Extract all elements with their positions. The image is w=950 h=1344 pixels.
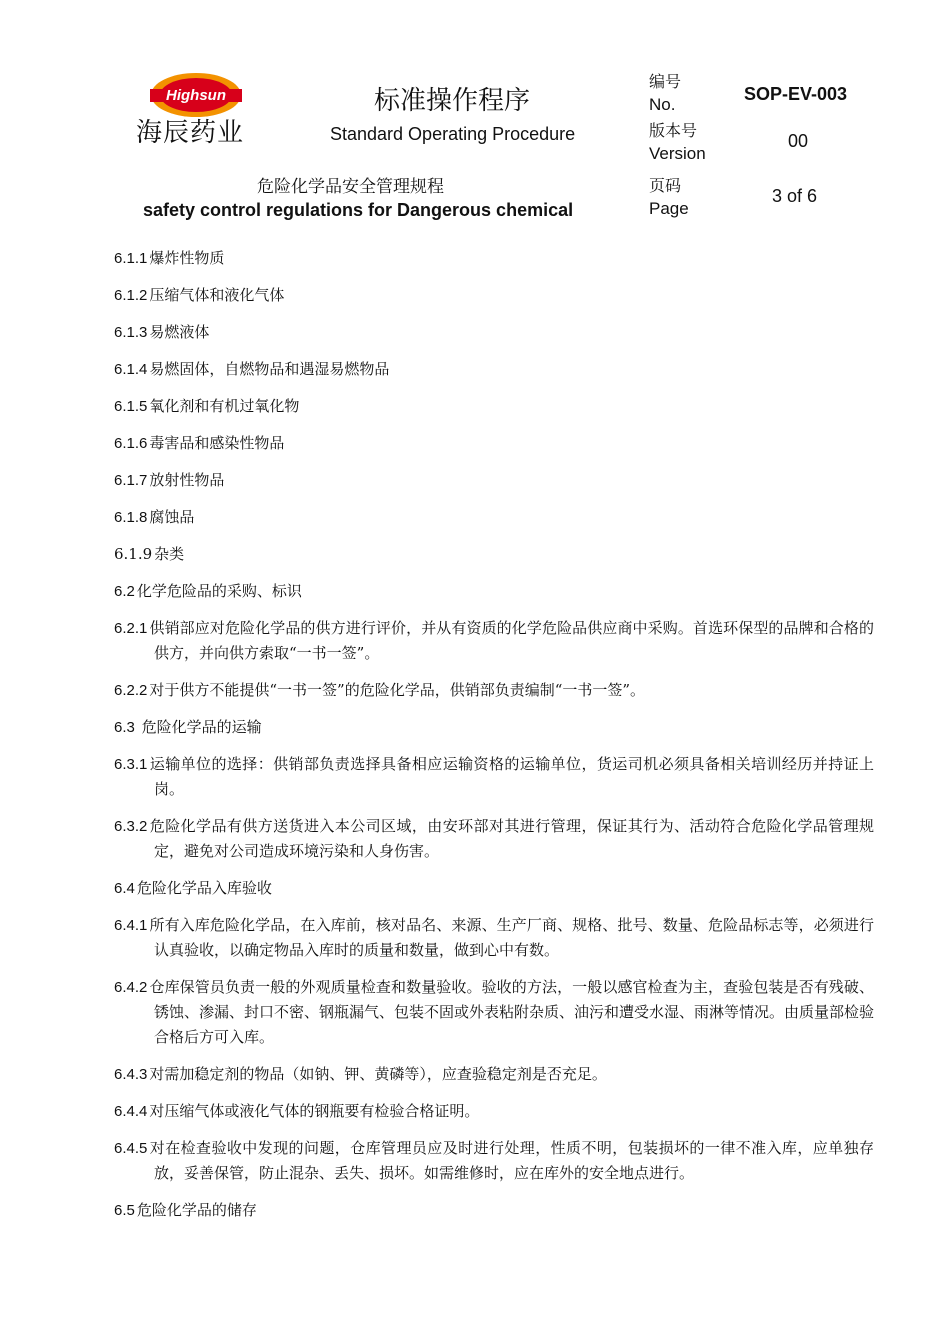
section-item: [114, 394, 874, 419]
section-number: 6.2.2: [114, 682, 148, 699]
doc-number-label: [649, 70, 681, 116]
section-item: [114, 752, 874, 802]
section-item: [114, 975, 874, 1050]
section-text: 对需加稳定剂的物品（如钠、钾、黄磷等），应查验稳定剂是否充足。: [149, 1065, 607, 1083]
section-text: 危险化学品有供方送货进入本公司区域，由安环部对其进行管理，保证其行为、活动符合危险化学品管理规定，避免对公司造成环境污染和人身伤害。: [149, 817, 874, 860]
section-number: 6.1.5: [114, 398, 148, 415]
section-text: 压缩气体和液化气体: [149, 286, 285, 304]
doc-number-label-en: No.: [649, 95, 676, 114]
section-item: [114, 357, 874, 382]
section-text: 爆炸性物质: [149, 249, 225, 267]
section-number: 6.2.1: [114, 620, 148, 637]
section-text: 易燃固体，自燃物品和遇湿易燃物品: [149, 360, 390, 378]
page-title-cn: 标准操作程序: [374, 86, 531, 116]
section-item: [114, 1136, 874, 1186]
section-number: 6.4.2: [114, 979, 148, 996]
company-name: 海辰药业: [136, 118, 245, 148]
section-number: 6.4.1: [114, 917, 148, 934]
section-item: [114, 1062, 874, 1087]
section-number: 6.1.9: [114, 545, 153, 563]
section-item: [114, 616, 874, 666]
section-number: 6.3.2: [114, 818, 148, 835]
section-number: 6.5: [114, 1202, 135, 1219]
version-label: [649, 119, 706, 165]
section-number: 6.1.6: [114, 435, 148, 452]
section-number: 6.3.1: [114, 756, 148, 773]
section-text: 对压缩气体或液化气体的钢瓶要有检验合格证明。: [149, 1102, 480, 1120]
section-text: 易燃液体: [149, 323, 210, 341]
section-number: 6.1.3: [114, 324, 148, 341]
section-text: 氧化剂和有机过氧化物: [149, 397, 300, 415]
page-label-cn: 页码: [649, 176, 682, 195]
section-number: 6.1.2: [114, 287, 148, 304]
section-number: 6.2: [114, 583, 135, 600]
section-text: 腐蚀品: [149, 508, 195, 526]
version-label-en: Version: [649, 144, 706, 163]
section-item: [114, 246, 874, 271]
document-title-en: safety control regulations for Dangerous chemical: [143, 200, 574, 220]
doc-number-value: SOP-EV-003: [744, 84, 848, 104]
version-label-cn: 版本号: [649, 121, 698, 140]
section-text: 毒害品和感染性物品: [149, 434, 285, 452]
section-number: 6.4.5: [114, 1140, 148, 1157]
section-item: [114, 1099, 874, 1124]
section-text: 运输单位的选择：供销部负责选择具备相应运输资格的运输单位，货运司机必须具备相关培训经历并持证上岗。: [149, 755, 874, 798]
section-number: 6.1.1: [114, 250, 148, 267]
document-title-cn: 危险化学品安全管理规程: [257, 177, 444, 197]
section-item: [114, 876, 874, 901]
section-item: [114, 913, 874, 963]
section-item: [114, 814, 874, 864]
section-text: 危险化学品的储存: [136, 1201, 257, 1219]
page-title-en: Standard Operating Procedure: [330, 124, 576, 144]
page-label-en: Page: [649, 199, 689, 218]
section-item: [114, 579, 874, 604]
version-value: 00: [788, 131, 809, 151]
section-number: 6.1.4: [114, 361, 148, 378]
doc-number-label-cn: 编号: [649, 72, 682, 91]
section-text: 杂类: [154, 545, 185, 563]
logo-text: Highsun: [166, 87, 226, 104]
document-body: [114, 246, 874, 1235]
section-number: 6.1.7: [114, 472, 148, 489]
section-number: 6.4.4: [114, 1103, 148, 1120]
section-item: [114, 505, 874, 530]
section-item: [114, 320, 874, 345]
section-text: 危险化学品的运输: [136, 718, 262, 736]
section-item: [114, 283, 874, 308]
section-text: 化学危险品的采购、标识: [136, 582, 302, 600]
section-item: [114, 1198, 874, 1223]
section-number: 6.4: [114, 880, 135, 897]
section-item: [114, 678, 874, 703]
section-text: 危险化学品入库验收: [136, 879, 272, 897]
section-text: 对在检查验收中发现的问题，仓库管理员应及时进行处理，性质不明，包装损坏的一律不准入库，应单独存放，妥善保管，防止混杂、丢失、损坏。如需维修时，应在库外的安全地点进行。: [149, 1139, 874, 1182]
page-label: [649, 174, 689, 220]
page-number-value: 3 of 6: [772, 186, 818, 206]
section-number: 6.1.8: [114, 509, 148, 526]
section-item: [114, 431, 874, 456]
section-item: [114, 715, 874, 740]
section-text: 放射性物品: [149, 471, 225, 489]
section-item: [114, 468, 874, 493]
section-text: 对于供方不能提供“一书一签”的危险化学品，供销部负责编制“一书一签”。: [149, 681, 646, 699]
section-text: 仓库保管员负责一般的外观质量检查和数量验收。验收的方法，一般以感官检查为主，查验包装是否有残破、锈蚀、渗漏、封口不密、钢瓶漏气、包装不固或外表粘附杂质、油污和遭受水湿、雨淋等情况。由质量部检验合格后方可入库。: [149, 978, 875, 1046]
section-number: 6.3: [114, 719, 135, 736]
section-item: [114, 542, 874, 567]
section-text: 所有入库危险化学品，在入库前，核对品名、来源、生产厂商、规格、批号、数量、危险品标志等，必须进行认真验收，以确定物品入库时的质量和数量，做到心中有数。: [149, 916, 874, 959]
section-text: 供销部应对危险化学品的供方进行评价，并从有资质的化学危险品供应商中采购。首选环保型的品牌和合格的供方，并向供方索取“一书一签”。: [149, 619, 874, 662]
section-number: 6.4.3: [114, 1066, 148, 1083]
